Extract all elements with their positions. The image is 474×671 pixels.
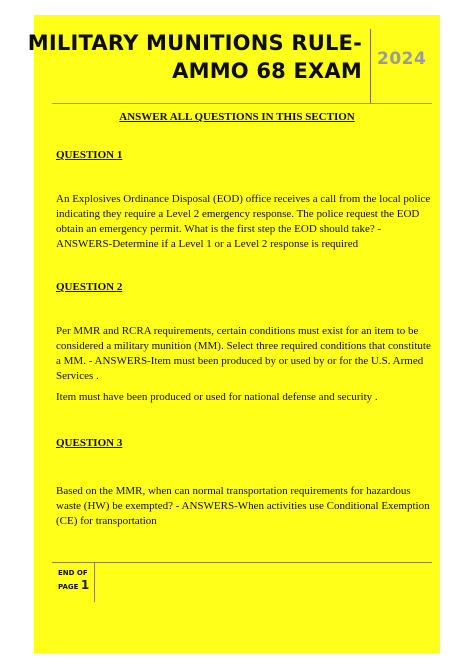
footer-divider — [94, 562, 95, 602]
document-title — [28, 29, 362, 85]
question-1-body — [56, 192, 434, 252]
page-footer — [58, 567, 94, 593]
question-3-heading: QUESTION 3 — [56, 437, 123, 449]
question-1-heading: QUESTION 1 — [56, 149, 123, 161]
question-3-body — [56, 484, 434, 529]
question-1-text: An Explosives Ordinance Disposal (EOD) office receives a call from the local police indicating they require a Level 2 emergency response. The police request the EOD obtain an emergency permit. What is the first step the EOD should take? - ANSWERS-Determine if a Level 1 or a Level 2 response is required — [56, 193, 431, 250]
page-header — [27, 29, 440, 101]
question-2-body — [56, 324, 434, 405]
footer-page-line — [58, 579, 94, 593]
section-instruction: ANSWER ALL QUESTIONS IN THIS SECTION — [119, 111, 355, 123]
footer-rule — [52, 562, 432, 563]
title-line-2: AMMO 68 EXAM — [172, 59, 362, 83]
question-2-text-continued: Item must have been produced or used for national defense and security . — [56, 391, 378, 403]
question-2-heading: QUESTION 2 — [56, 281, 123, 293]
question-3-text: Based on the MMR, when can normal transportation requirements for hazardous waste (HW) be exempted? - ANSWERS-When activities use Conditional Exemption (CE) for transportation — [56, 485, 430, 527]
header-rule — [52, 103, 432, 104]
title-line-1: MILITARY MUNITIONS RULE- — [27, 31, 362, 55]
header-divider — [370, 29, 371, 103]
footer-end-of: END OF — [58, 569, 88, 577]
year-badge: 2024 — [377, 49, 427, 69]
footer-page-label: PAGE — [58, 583, 79, 591]
document-page — [27, 15, 440, 653]
question-2-text: Per MMR and RCRA requirements, certain conditions must exist for an item to be considered a military munition (MM). Select three required conditions that constitute a MM. - ANSWERS-Item must been produced by or used by or for the U.S. Armed Services . — [56, 325, 431, 382]
page-number: 1 — [80, 578, 90, 592]
